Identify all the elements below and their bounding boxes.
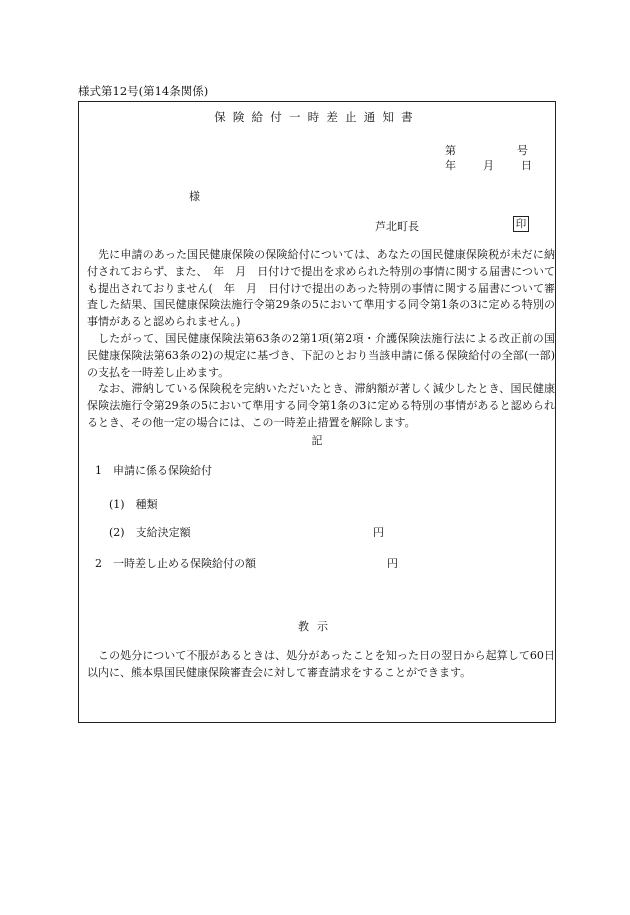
seal-box: 印: [513, 216, 529, 232]
document-title: 保険給付一時差止通知書: [214, 110, 420, 124]
document-number-prefix: 第: [445, 144, 456, 157]
addressee: 様: [189, 190, 200, 203]
ki-heading: 記: [311, 434, 323, 447]
notice-frame: [78, 101, 556, 723]
item-1-benefit: 1 申請に係る保険給付: [95, 464, 212, 477]
item-1-2-amount: (2) 支給決定額: [109, 526, 191, 539]
yen-unit-1: 円: [373, 526, 384, 539]
notice-body: [87, 247, 555, 432]
date-month: 月: [483, 159, 494, 172]
date-day: 日: [521, 159, 532, 172]
sender-name: 芦北町長: [375, 220, 419, 233]
date-year: 年: [445, 159, 456, 172]
form-number-label: 様式第12号(第14条関係): [78, 84, 209, 98]
kyoji-heading: 教示: [298, 620, 336, 633]
item-1-1-type: (1) 種類: [109, 498, 158, 511]
issue-date: [445, 157, 532, 173]
yen-unit-2: 円: [387, 557, 398, 570]
appeal-notice: [87, 647, 555, 681]
body-paragraph-3: なお、滞納している保険税を完納いただいたとき、滞納額が著しく減少したとき、国民健康保険法施行令第29条の5において準用する同令第1条の3に定める特別の事情があると認められるとき、その他一定の場合には、この一時差止措置を解除します。: [87, 382, 555, 429]
document-number-suffix: 号: [517, 144, 528, 157]
item-2-suspended-amount: 2 一時差し止める保険給付の額: [95, 557, 256, 570]
appeal-text: この処分について不服があるときは、処分があったことを知った日の翌日から起算して60日以内に、熊本県国民健康保険審査会に対して審査請求をすることができます。: [87, 649, 555, 679]
body-paragraph-1: 先に申請のあった国民健康保険の保険給付については、あなたの国民健康保険税が未だに納付されておらず、また、 年 月 日付けで提出を求められた特別の事情に関する届書についても提出されておりません( 年 月 日付けで提出のあった特別の事情に関する届書について審査した結果、国民健康保険法施行令第29条の5において準用する同令第1条の3に定める特別の事情があると認められません。): [87, 248, 555, 329]
body-paragraph-2: したがって、国民健康保険法第63条の2第1項(第2項・介護保険法施行法による改正前の国民健康保険法第63条の2)の規定に基づき、下記のとおり当該申請に係る保険給付の全部(一部)の支払を一時差し止めます。: [87, 331, 555, 379]
